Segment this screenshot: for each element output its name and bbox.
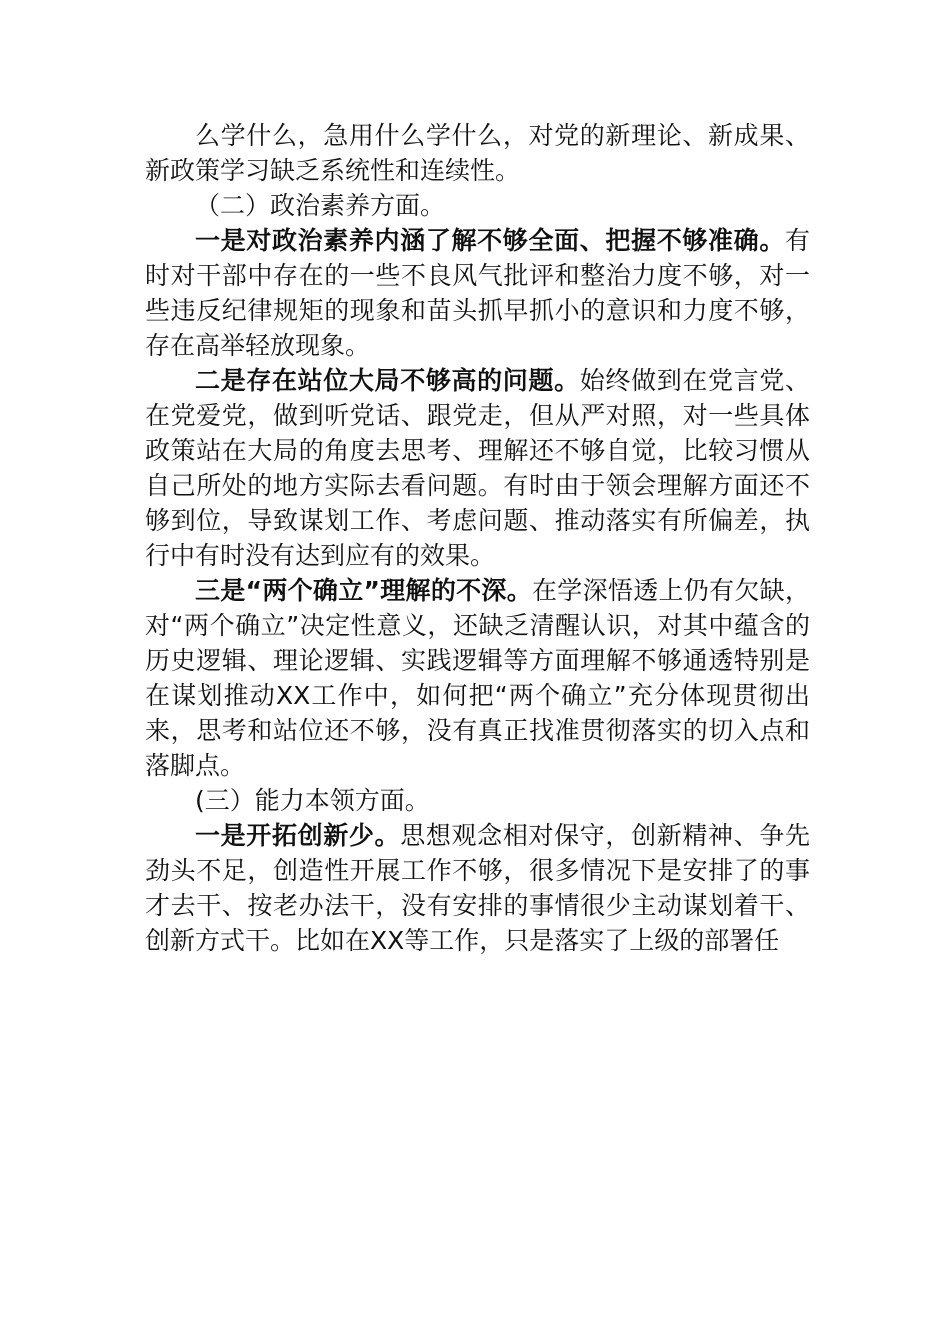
paragraph-lead: 三是“两个确立”理解的不深。 bbox=[195, 576, 533, 605]
section-heading-text: (三）能力本领方面。 bbox=[195, 786, 430, 815]
paragraph-ability-1 bbox=[145, 818, 810, 958]
paragraph-lead: 一是开拓创新少。 bbox=[195, 821, 401, 850]
paragraph-lead: 二是存在站位大局不够高的问题。 bbox=[195, 366, 580, 395]
paragraph-text: 在学深悟透上仍有欠缺，对“两个确立”决定性意义，还缺乏清醒认识，对其中蕴含的历史逻辑、理论逻辑、实践逻辑等方面理解不够通透特别是在谋划推动XX工作中，如何把“两个确立”充分体现贯彻出来，思考和站位还不够，没有真正找准贯彻落实的切入点和落脚点。 bbox=[145, 576, 810, 780]
document-body bbox=[145, 118, 810, 958]
paragraph-political-3 bbox=[145, 573, 810, 783]
paragraph-political-2 bbox=[145, 363, 810, 573]
paragraph-text: 思想观念相对保守，创新精神、争先劲头不足，创造性开展工作不够，很多情况下是安排了的事才去干、按老办法干，没有安排的事情很少主动谋划着干、创新方式干。比如在XX等工作，只是落实了上级的部署任 bbox=[145, 821, 810, 955]
section-heading-text: （二）政治素养方面。 bbox=[195, 191, 446, 220]
paragraph-text: 么学什么，急用什么学什么，对党的新理论、新成果、新政策学习缺乏系统性和连续性。 bbox=[145, 121, 810, 185]
paragraph-text: 有时对干部中存在的一些不良风气批评和整治力度不够，对一些违反纪律规矩的现象和苗头抓早抓小的意识和力度不够，存在高举轻放现象。 bbox=[145, 226, 810, 360]
paragraph-political-1 bbox=[145, 223, 810, 363]
paragraph-continuation bbox=[145, 118, 810, 188]
section-heading-ability bbox=[145, 783, 810, 818]
paragraph-lead: 一是对政治素养内涵了解不够全面、把握不够准确。 bbox=[195, 226, 785, 255]
section-heading-political bbox=[145, 188, 810, 223]
paragraph-text: 始终做到在党言党、在党爱党，做到听党话、跟党走，但从严对照，对一些具体政策站在大局的角度去思考、理解还不够自觉，比较习惯从自己所处的地方实际去看问题。有时由于领会理解方面还不够到位，导致谋划工作、考虑问题、推动落实有所偏差，执行中有时没有达到应有的效果。 bbox=[145, 366, 810, 570]
